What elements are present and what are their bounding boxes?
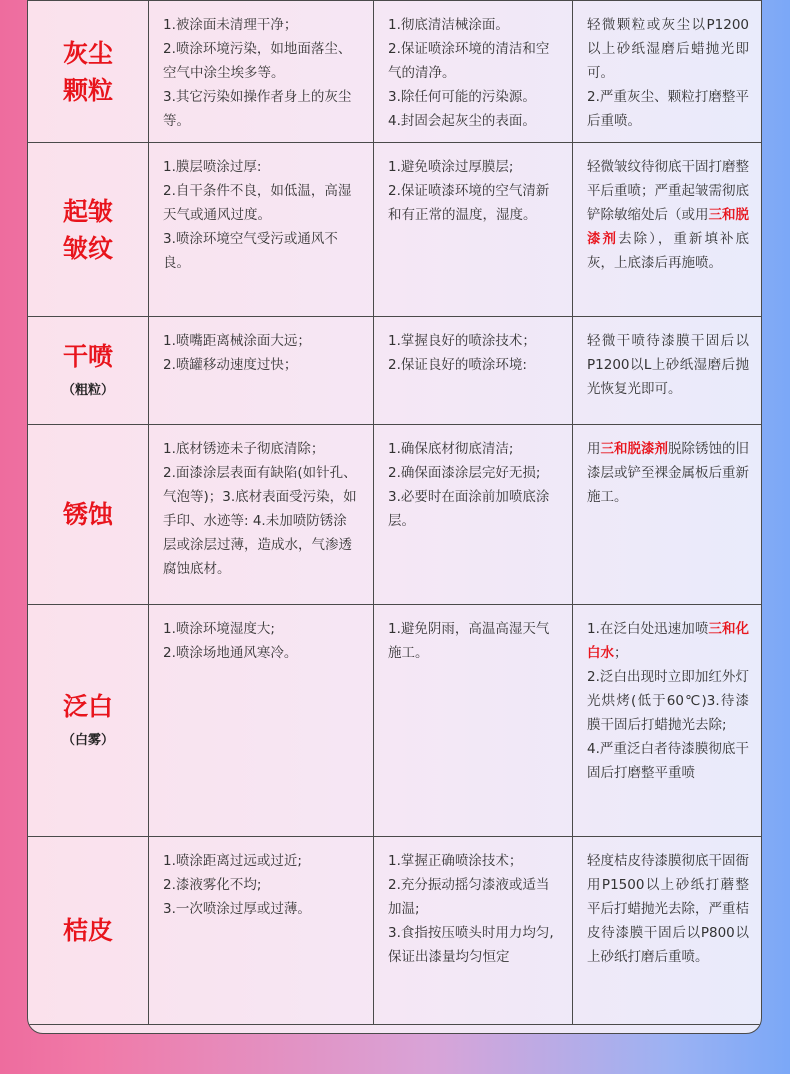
defect-name-cell xyxy=(28,837,149,1025)
defect-name: 皱纹 xyxy=(62,233,113,263)
cause-line: 1.喷嘴距离械涂面大远； xyxy=(163,333,311,349)
prevention-line: 1.避免阴雨，高温高湿天气施工。 xyxy=(388,621,550,661)
table-row xyxy=(28,837,763,1025)
cause-line: 2.漆液雾化不均; xyxy=(163,877,262,893)
cause-line: 2.喷涂环境污染，如地面落尘、空气中涂尘埃多等。 xyxy=(163,41,352,81)
defect-name-cell xyxy=(28,143,149,317)
cause-cell xyxy=(149,143,374,317)
cause-cell xyxy=(149,1,374,143)
prevention-cell xyxy=(374,425,573,605)
solution-text: 用 xyxy=(587,441,601,457)
table-row xyxy=(28,1,763,143)
prevention-cell xyxy=(374,143,573,317)
defect-name: 灰尘 xyxy=(62,38,113,68)
defect-subname: （粗粒） xyxy=(61,383,114,398)
prevention-line: 4.封固会起灰尘的表面。 xyxy=(388,113,536,129)
prevention-line: 1.掌握正确喷涂技术； xyxy=(388,853,523,869)
cause-cell xyxy=(149,317,374,425)
defect-name: 桔皮 xyxy=(62,916,113,945)
solution-text: 2.严重灰尘、颗粒打磨整平后重喷。 xyxy=(587,89,749,129)
cause-line: 3.一次喷涂过厚或过薄。 xyxy=(163,901,311,917)
prevention-line: 3.必要时在面涂前加喷底涂层。 xyxy=(388,489,550,529)
solution-text: 轻度桔皮待漆膜彻底干固衙用P1500以上砂纸打蘑整平后打蜡抛光去除，严重桔皮待漆膜干固后以P800以上砂纸打磨后重喷。 xyxy=(587,853,749,965)
cause-line: 2.喷涂场地通风寒冷。 xyxy=(163,645,298,661)
solution-text: ； xyxy=(614,645,628,661)
cause-line: 2.自干条件不良，如低温，高湿天气或通风过度。 xyxy=(163,183,352,223)
prevention-line: 1.避免喷涂过厚膜层; xyxy=(388,159,514,175)
product-name-highlight: 三和脱漆剂 xyxy=(587,207,749,247)
prevention-line: 2.保证良好的喷涂环境: xyxy=(388,357,527,373)
solution-text: 轻微干喷待漆膜干固后以P1200以L上砂纸湿磨后抛光恢复光即可。 xyxy=(587,333,749,397)
table-row xyxy=(28,425,763,605)
prevention-cell xyxy=(374,1,573,143)
solution-cell xyxy=(573,143,763,317)
cause-line: 2.面漆涂层表面有缺陷(如针孔、气泡等)；3.底材表面受污染，如手印、水迹等: 4.未加喷防锈涂层或涂层过薄，造成水，气渗透腐蚀底材。 xyxy=(163,465,357,577)
defect-name: 泛白 xyxy=(62,692,113,721)
prevention-line: 2.确保面漆涂层完好无损; xyxy=(388,465,541,481)
solution-text: 轻微皱纹待彻底干固打磨整平后重喷；严重起皱需彻底铲除敏缩处后（或用 xyxy=(587,159,749,223)
defect-name: 起皱 xyxy=(62,196,113,226)
product-name-highlight: 三和化白水 xyxy=(587,621,750,661)
solution-cell xyxy=(573,317,763,425)
solution-text: 2.泛白出现时立即加红外灯光烘烤(低于60℃)3.待漆膜干固后打蜡抛光去除; xyxy=(587,669,749,733)
cause-line: 1.被涂面未清理干净； xyxy=(163,17,298,33)
table-row xyxy=(28,605,763,837)
product-name-highlight: 三和脱漆剂 xyxy=(600,441,668,457)
prevention-cell xyxy=(374,605,573,837)
defect-name: 锈蚀 xyxy=(62,500,113,529)
defect-table-card xyxy=(27,0,762,1034)
prevention-line: 1.彻底清洁械涂面。 xyxy=(388,17,509,33)
prevention-line: 2.保证喷涂环境的清洁和空气的清净。 xyxy=(388,41,550,81)
defect-name: 干喷 xyxy=(62,342,113,371)
solution-cell xyxy=(573,837,763,1025)
solution-text: 4.严重泛白者待漆膜彻底干固后打磨整平重喷 xyxy=(587,741,749,781)
defect-name-cell xyxy=(28,317,149,425)
solution-text: 1.在泛白处迅速加喷 xyxy=(587,621,709,637)
cause-line: 1.膜层喷涂过厚: xyxy=(163,159,262,175)
prevention-line: 1.掌握良好的喷涂技术； xyxy=(388,333,536,349)
cause-cell xyxy=(149,605,374,837)
defect-name: 颗粒 xyxy=(62,75,113,105)
table-row xyxy=(28,143,763,317)
prevention-line: 1.确保底材彻底清洁; xyxy=(388,441,514,457)
prevention-line: 3.除任何可能的污染源。 xyxy=(388,89,536,105)
solution-text: 去除），重新填补底灰，上底漆后再施喷。 xyxy=(587,231,750,271)
cause-cell xyxy=(149,837,374,1025)
solution-cell xyxy=(573,1,763,143)
solution-text: 脱除锈蚀的旧漆层或铲至裸金属板后重新施工。 xyxy=(587,441,749,505)
defect-name-cell xyxy=(28,425,149,605)
defect-subname: （白雾） xyxy=(61,733,114,748)
table-row xyxy=(28,317,763,425)
cause-line: 3.其它污染如操作者身上的灰尘等。 xyxy=(163,89,352,129)
solution-cell xyxy=(573,425,763,605)
prevention-line: 2.保证喷漆环境的空气清新和有正常的温度，湿度。 xyxy=(388,183,550,223)
prevention-cell xyxy=(374,317,573,425)
defect-name-cell xyxy=(28,605,149,837)
defect-name-cell xyxy=(28,1,149,143)
paint-defect-table xyxy=(27,0,762,1025)
cause-line: 1.喷涂距离过远或过近; xyxy=(163,853,302,869)
solution-text: 轻微颗粒或灰尘以P1200以上砂纸湿磨后蜡抛光即可。 xyxy=(587,17,749,81)
prevention-line: 3.食指按压喷头时用力均匀,保证出漆量均匀恒定 xyxy=(388,925,554,965)
cause-line: 2.喷罐移动速度过快； xyxy=(163,357,298,373)
prevention-cell xyxy=(374,837,573,1025)
cause-line: 1.底材锈迹未子彻底清除； xyxy=(163,441,325,457)
cause-cell xyxy=(149,425,374,605)
solution-cell xyxy=(573,605,763,837)
prevention-line: 2.充分振动摇匀漆液或适当加温; xyxy=(388,877,550,917)
cause-line: 3.喷涂环境空气受污或通风不良。 xyxy=(163,231,338,271)
cause-line: 1.喷涂环境湿度大; xyxy=(163,621,275,637)
